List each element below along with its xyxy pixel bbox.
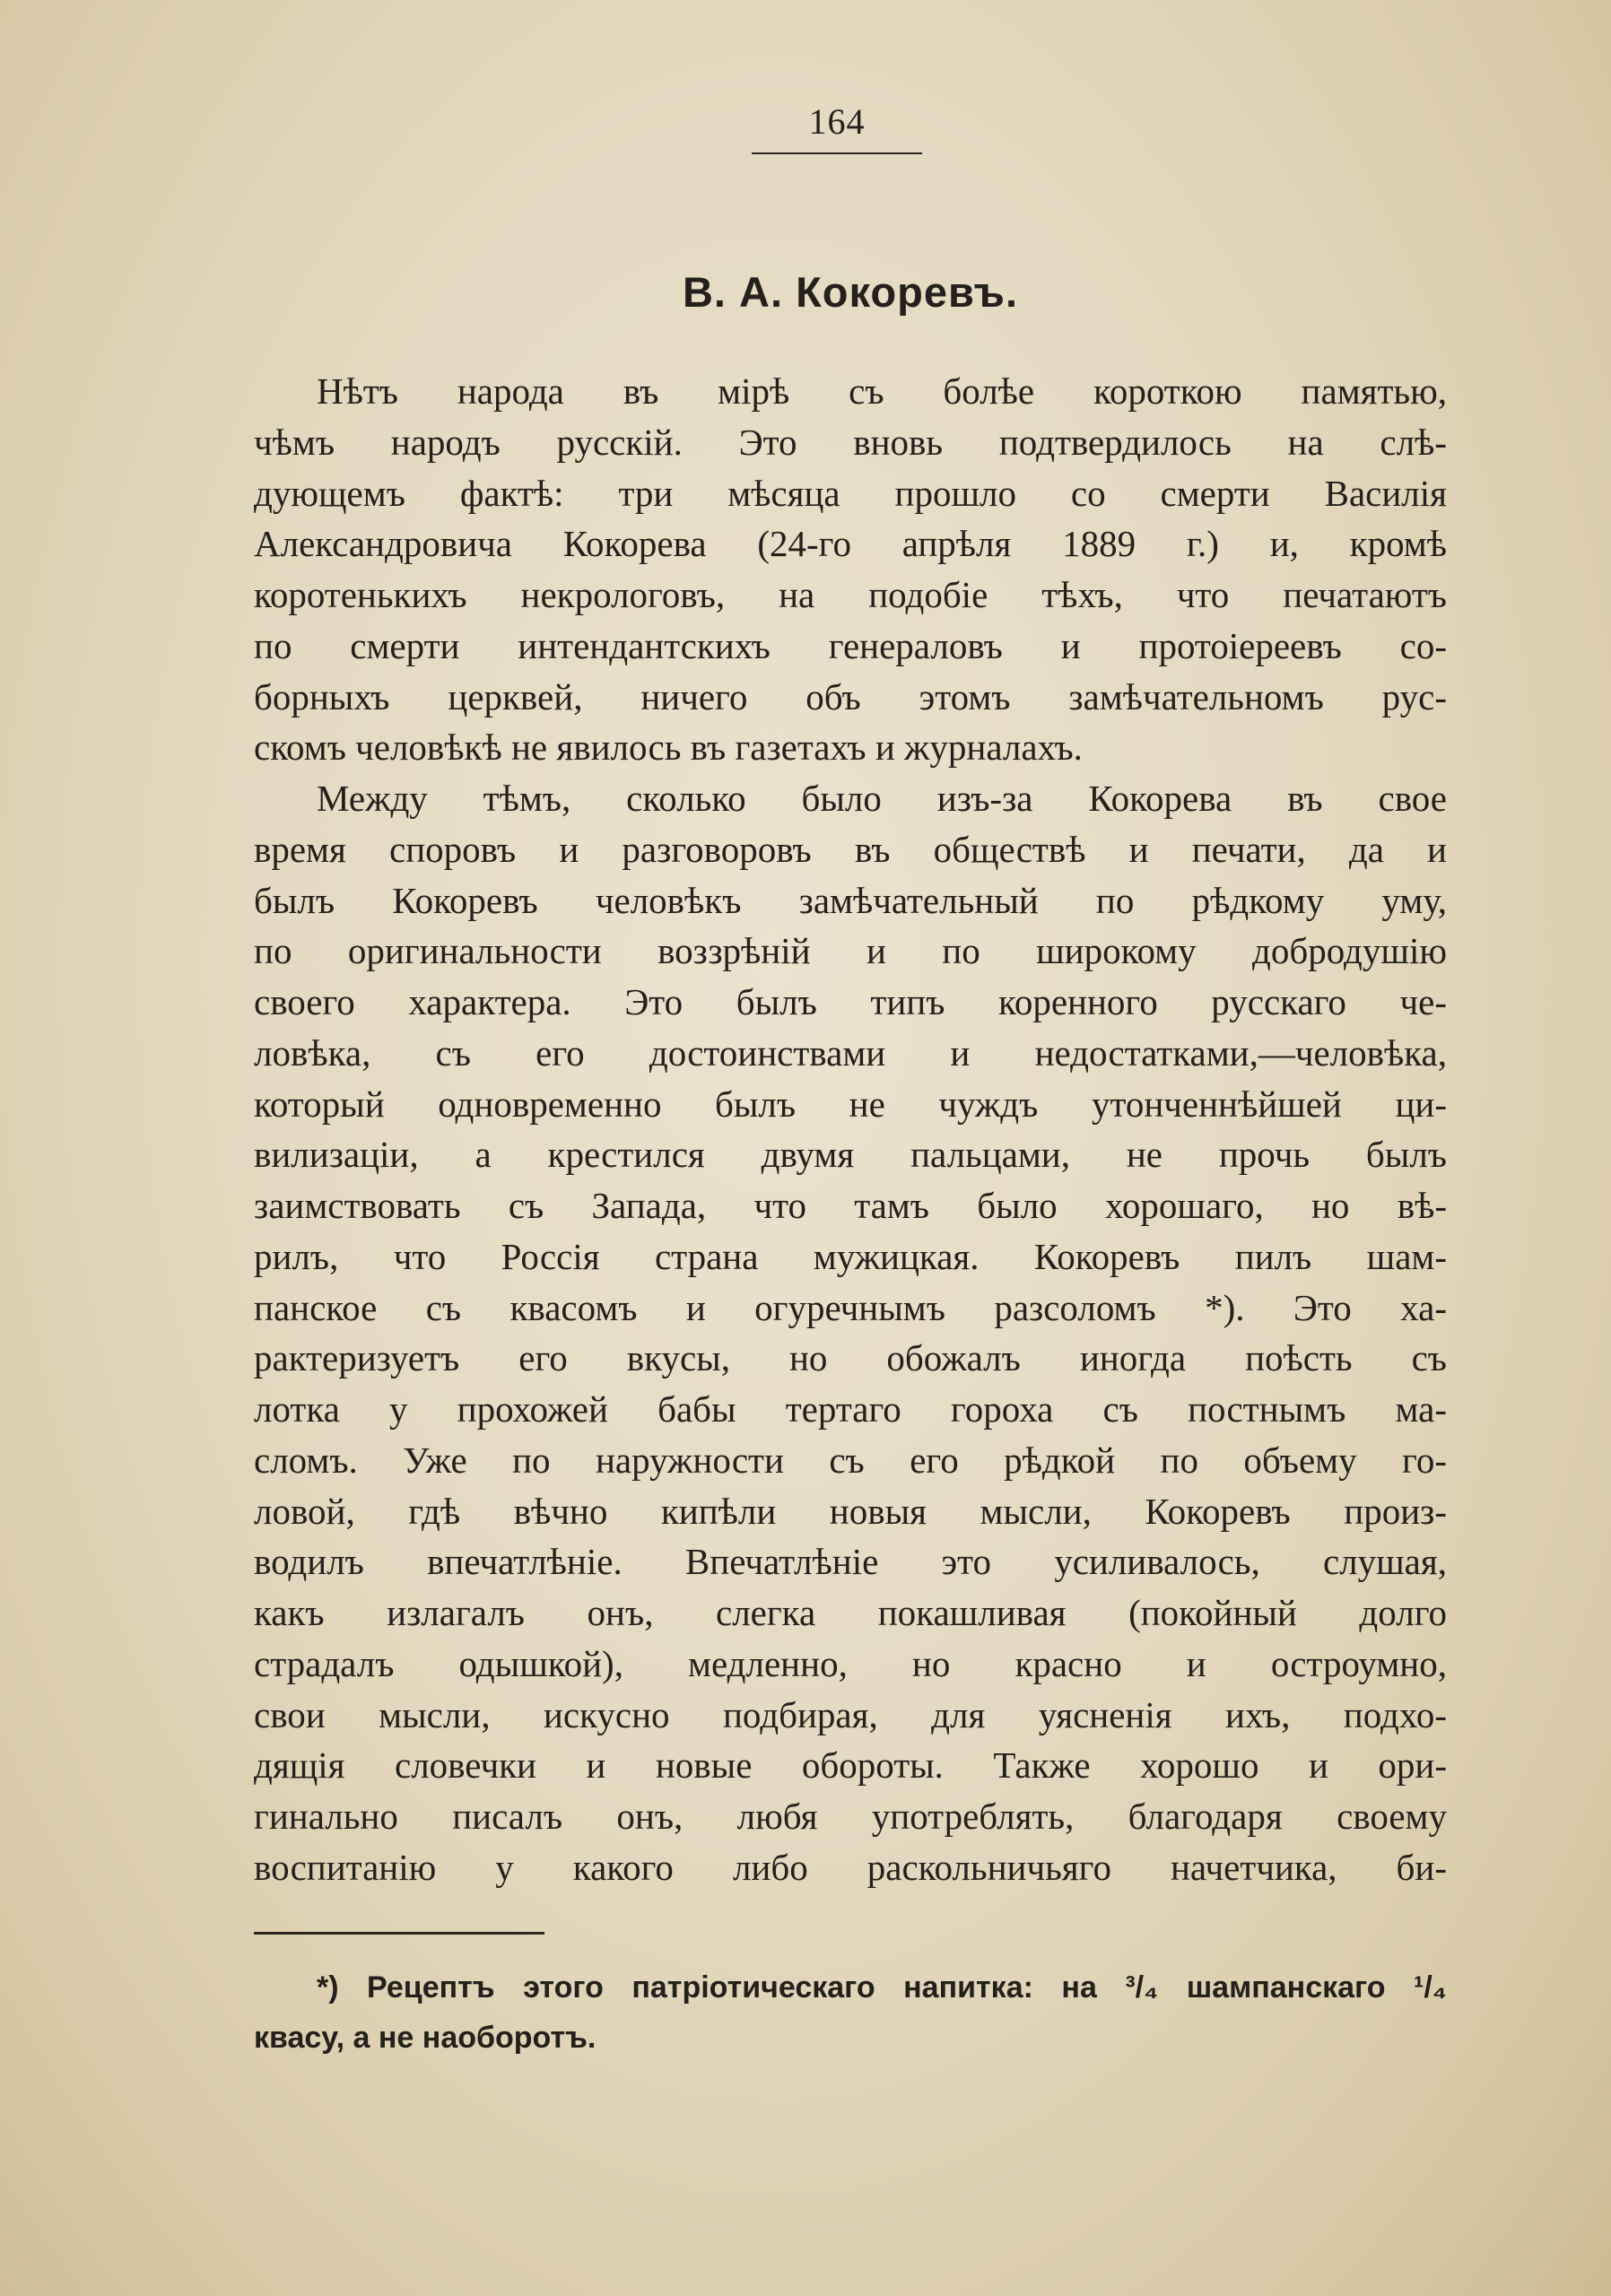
text-line: свои мысли, искусно подбирая, для уясненія ихъ, подхо- xyxy=(254,1693,1447,1735)
text-line: лотка у прохожей бабы тертаго гороха съ постнымъ ма- xyxy=(254,1388,1447,1430)
text-line: гинально писалъ онъ, любя употреблять, благодаря своему xyxy=(254,1796,1447,1837)
text-line: заимствовать съ Запада, что тамъ было хорошаго, но вѣ- xyxy=(254,1185,1447,1226)
text-line: коротенькихъ некрологовъ, на подобіе тѣхъ, что печатаютъ xyxy=(254,574,1447,615)
text-line: дящія словечки и новые обороты. Также хорошо и ори- xyxy=(254,1744,1447,1787)
text-line: по смерти интендантскихъ генераловъ и протоіереевъ со- xyxy=(254,624,1447,666)
footnote xyxy=(254,1962,1447,2063)
text-line: дующемъ фактѣ: три мѣсяца прошло со смерти Василія xyxy=(254,472,1447,514)
text-line: ловѣка, съ его достоинствами и недостатками,—человѣка, xyxy=(254,1031,1447,1074)
page-number-rule xyxy=(752,152,922,154)
text-line: который одновременно былъ не чуждъ утонченнѣйшей ци- xyxy=(254,1083,1447,1125)
text-line: по оригинальности воззрѣній и по широкому добродушію xyxy=(254,930,1447,972)
text-line: водилъ впечатлѣніе. Впечатлѣніе это усиливалось, слушая, xyxy=(254,1541,1447,1583)
text-line: вилизаціи, а крестился двумя пальцами, не прочь былъ xyxy=(254,1134,1447,1176)
text-line: своего характера. Это былъ типъ коренного русскаго че- xyxy=(254,981,1447,1022)
text-line: былъ Кокоревъ человѣкъ замѣчательный по рѣдкому уму, xyxy=(254,879,1447,921)
text-line: борныхъ церквей, ничего объ этомъ замѣчательномъ рус- xyxy=(254,675,1447,718)
footnote-rule xyxy=(254,1932,544,1935)
text-line: какъ излагалъ онъ, слегка покашливая (покойный долго xyxy=(254,1592,1447,1633)
text-line: рилъ, что Россія страна мужицкая. Кокоревъ пилъ шам- xyxy=(254,1235,1447,1277)
page-number: 164 xyxy=(808,101,866,142)
body-text xyxy=(254,366,1447,1893)
text-line: Александровича Кокорева (24-го апрѣля 1889 г.) и, кромѣ xyxy=(254,523,1447,565)
footnote-line: квасу, а не наоборотъ. xyxy=(254,2021,597,2055)
text-line: ловой, гдѣ вѣчно кипѣли новыя мысли, Кокоревъ произ- xyxy=(254,1490,1447,1532)
text-line: воспитанію у какого либо раскольничьяго начетчика, би- xyxy=(254,1846,1447,1888)
footnote-line: *) Рецептъ этого патріотическаго напитка: на ³/₄ шампанскаго ¹/₄ xyxy=(317,1970,1447,2005)
chapter-title: В. А. Кокоревъ. xyxy=(682,268,1019,316)
text-line: рактеризуетъ его вкусы, но обожалъ иногда поѣсть съ xyxy=(254,1337,1447,1379)
text-line: сломъ. Уже по наружности съ его рѣдкой по объему го- xyxy=(254,1439,1447,1481)
text-line: скомъ человѣкѣ не явилось въ газетахъ и журналахъ. xyxy=(254,726,1083,769)
text-line: страдалъ одышкой), медленно, но красно и остроумно, xyxy=(254,1642,1447,1684)
text-line: Нѣтъ народа въ мірѣ съ болѣе короткою памятью, xyxy=(317,370,1447,412)
text-line: время споровъ и разговоровъ въ обществѣ и печати, да и xyxy=(254,828,1447,870)
text-line: Между тѣмъ, сколько было изъ-за Кокорева въ свое xyxy=(317,778,1447,819)
text-line: чѣмъ народъ русскій. Это вновь подтвердилось на слѣ- xyxy=(254,421,1447,463)
text-line: панское съ квасомъ и огуречнымъ разсоломъ *). Это ха- xyxy=(254,1286,1447,1328)
